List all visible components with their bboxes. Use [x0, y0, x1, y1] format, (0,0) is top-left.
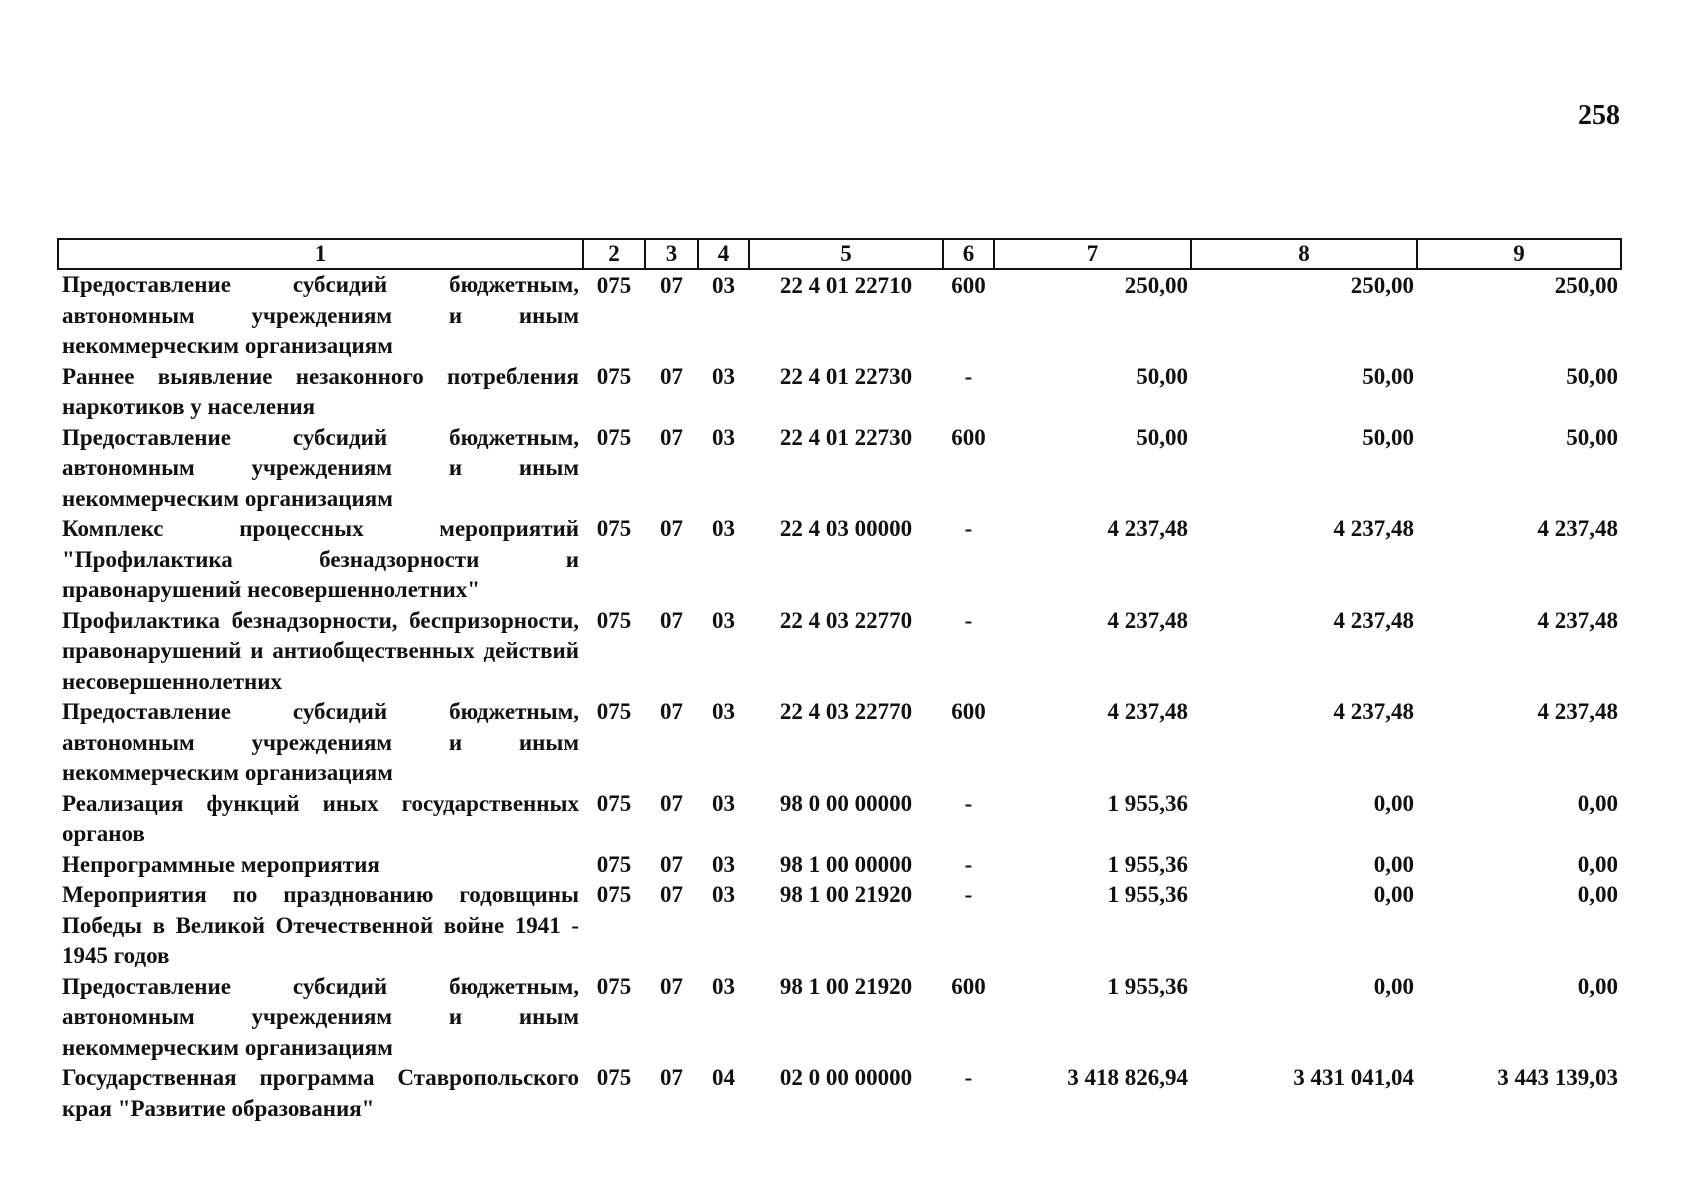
amount-col-9: 4 237,48	[1537, 699, 1618, 724]
subsection-code: 03	[712, 607, 735, 633]
table-row	[58, 269, 1621, 362]
expense-type-code: -	[964, 363, 973, 389]
expense-type-code: -	[964, 790, 973, 816]
section-code: 07	[660, 1065, 683, 1090]
amount-col-7: 1 955,36	[1107, 882, 1188, 907]
amount-col-8: 50,00	[1362, 363, 1414, 389]
ministry-code: 075	[596, 790, 632, 816]
page-number: 258	[1578, 100, 1620, 131]
target-code: 98 0 00 00000	[779, 790, 913, 816]
subsection-code: 03	[712, 973, 735, 999]
subsection-code: 03	[712, 882, 735, 907]
target-code: 22 4 01 22710	[779, 273, 913, 298]
row-name: Предоставление субсидий бюджетным, автономным учреждениям и иным некоммерческим организациям	[62, 272, 579, 358]
target-code: 22 4 03 22770	[779, 699, 913, 724]
target-code: 22 4 01 22730	[779, 363, 913, 389]
ministry-code: 075	[596, 516, 632, 541]
ministry-code: 075	[596, 882, 632, 907]
target-code: 98 1 00 00000	[779, 851, 913, 877]
section-code: 07	[660, 973, 683, 999]
amount-col-8: 0,00	[1373, 851, 1414, 877]
column-header: 2	[583, 239, 645, 269]
section-code: 07	[660, 882, 683, 907]
row-name: Непрограммные мероприятия	[62, 851, 380, 877]
row-name: Раннее выявление незаконного потребления наркотиков у населения	[62, 363, 579, 419]
row-name: Государственная программа Ставропольского края "Развитие образования"	[62, 1065, 579, 1121]
table-row	[58, 789, 1621, 850]
table-row	[58, 606, 1621, 698]
ministry-code: 075	[596, 1065, 632, 1090]
amount-col-9: 0,00	[1577, 790, 1618, 816]
subsection-code: 03	[712, 273, 735, 298]
row-name: Комплекс процессных мероприятий "Профилактика безнадзорности и правонарушений несовершеннолетних"	[62, 516, 579, 602]
subsection-code: 03	[712, 851, 735, 877]
expense-type-code: 600	[951, 273, 986, 298]
amount-col-9: 3 443 139,03	[1497, 1065, 1618, 1090]
expense-type-code: 600	[951, 424, 986, 450]
amount-col-8: 0,00	[1373, 973, 1414, 999]
table-row	[58, 880, 1621, 972]
target-code: 22 4 01 22730	[779, 424, 913, 450]
subsection-code: 03	[712, 363, 735, 389]
section-code: 07	[660, 424, 683, 450]
column-header: 3	[645, 239, 698, 269]
amount-col-9: 4 237,48	[1537, 516, 1618, 541]
amount-col-9: 250,00	[1554, 273, 1618, 298]
amount-col-7: 4 237,48	[1107, 699, 1188, 724]
amount-col-8: 3 431 041,04	[1293, 1065, 1414, 1090]
amount-col-9: 50,00	[1566, 363, 1618, 389]
table-row	[58, 1063, 1621, 1124]
amount-col-7: 50,00	[1136, 363, 1188, 389]
expense-type-code: -	[964, 851, 973, 877]
table-row	[58, 850, 1621, 881]
amount-col-7: 1 955,36	[1107, 973, 1188, 999]
table-row	[58, 972, 1621, 1064]
column-header: 1	[58, 239, 583, 269]
column-header: 6	[943, 239, 994, 269]
subsection-code: 03	[712, 790, 735, 816]
amount-col-7: 1 955,36	[1107, 851, 1188, 877]
header-row	[58, 239, 1621, 269]
expense-type-code: -	[964, 882, 973, 907]
ministry-code: 075	[596, 973, 632, 999]
amount-col-8: 4 237,48	[1333, 607, 1414, 633]
section-code: 07	[660, 607, 683, 633]
ministry-code: 075	[596, 363, 632, 389]
subsection-code: 03	[712, 424, 735, 450]
section-code: 07	[660, 699, 683, 724]
amount-col-8: 0,00	[1373, 882, 1414, 907]
amount-col-9: 0,00	[1577, 882, 1618, 907]
column-header: 5	[749, 239, 943, 269]
column-header: 7	[994, 239, 1191, 269]
section-code: 07	[660, 851, 683, 877]
amount-col-8: 0,00	[1373, 790, 1414, 816]
target-code: 98 1 00 21920	[779, 973, 913, 999]
amount-col-7: 4 237,48	[1107, 516, 1188, 541]
ministry-code: 075	[596, 851, 632, 877]
amount-col-7: 50,00	[1136, 424, 1188, 450]
ministry-code: 075	[596, 424, 632, 450]
amount-col-7: 3 418 826,94	[1067, 1065, 1188, 1090]
amount-col-9: 50,00	[1566, 424, 1618, 450]
amount-col-8: 250,00	[1350, 273, 1414, 298]
row-name: Предоставление субсидий бюджетным, автономным учреждениям и иным некоммерческим организациям	[62, 424, 579, 511]
column-header: 4	[698, 239, 749, 269]
subsection-code: 04	[712, 1065, 735, 1090]
table-row	[58, 362, 1621, 423]
table-row	[58, 697, 1621, 789]
target-code: 98 1 00 21920	[779, 882, 913, 907]
expense-type-code: -	[964, 516, 973, 541]
amount-col-8: 4 237,48	[1333, 699, 1414, 724]
amount-col-8: 4 237,48	[1333, 516, 1414, 541]
amount-col-7: 1 955,36	[1107, 790, 1188, 816]
expense-type-code: -	[964, 607, 973, 633]
row-name: Предоставление субсидий бюджетным, автономным учреждениям и иным некоммерческим организациям	[62, 699, 579, 785]
column-header: 8	[1191, 239, 1417, 269]
target-code: 22 4 03 00000	[779, 516, 913, 541]
row-name: Мероприятия по празднованию годовщины Победы в Великой Отечественной войне 1941 - 1945 годов	[62, 882, 579, 968]
expense-type-code: -	[964, 1065, 973, 1090]
amount-col-9: 0,00	[1577, 973, 1618, 999]
expense-type-code: 600	[951, 973, 986, 999]
amount-col-7: 4 237,48	[1107, 607, 1188, 633]
column-header: 9	[1417, 239, 1621, 269]
section-code: 07	[660, 273, 683, 298]
ministry-code: 075	[596, 273, 632, 298]
subsection-code: 03	[712, 699, 735, 724]
section-code: 07	[660, 363, 683, 389]
amount-col-9: 4 237,48	[1537, 607, 1618, 633]
ministry-code: 075	[596, 699, 632, 724]
ministry-code: 075	[596, 607, 632, 633]
row-name: Предоставление субсидий бюджетным, автономным учреждениям и иным некоммерческим организациям	[62, 973, 579, 1060]
amount-col-7: 250,00	[1124, 273, 1188, 298]
budget-table	[57, 238, 1622, 1124]
section-code: 07	[660, 516, 683, 541]
target-code: 22 4 03 22770	[779, 607, 913, 633]
target-code: 02 0 00 00000	[779, 1065, 913, 1090]
amount-col-8: 50,00	[1362, 424, 1414, 450]
expense-type-code: 600	[951, 699, 986, 724]
table-row	[58, 423, 1621, 515]
subsection-code: 03	[712, 516, 735, 541]
amount-col-9: 0,00	[1577, 851, 1618, 877]
section-code: 07	[660, 790, 683, 816]
row-name: Профилактика безнадзорности, беспризорности, правонарушений и антиобщественных действий несовершеннолетних	[62, 607, 579, 694]
table-row	[58, 514, 1621, 606]
row-name: Реализация функций иных государственных органов	[62, 790, 579, 846]
